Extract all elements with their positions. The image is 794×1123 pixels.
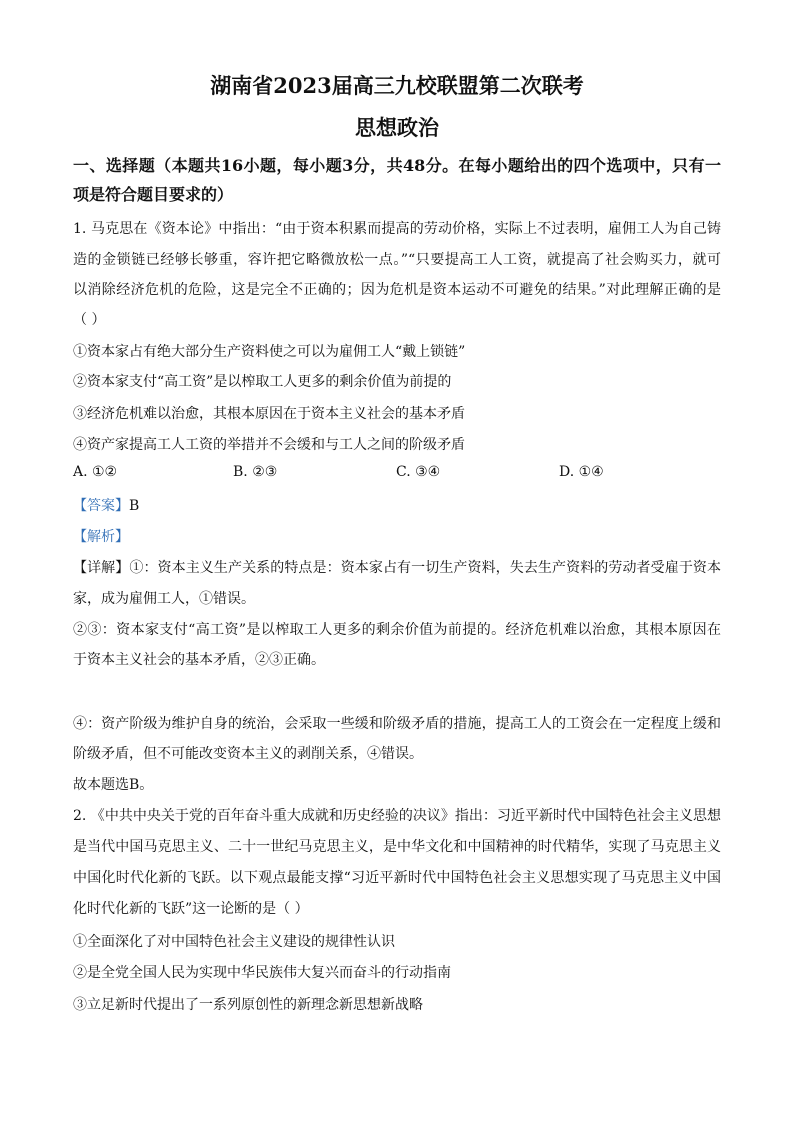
- q2-stem-line: 中国化时代化新的飞跃。以下观点最能支撑“习近平新时代中国特色社会主义思想实现了马克思主义中国: [73, 870, 721, 886]
- q1-detail-line: 于资本主义社会的基本矛盾，②③正确。: [73, 652, 325, 668]
- q2-stem-line: 化时代化新的飞跃”这一论断的是（ ）: [73, 901, 309, 917]
- section-heading: 项是符合题目要求的）: [73, 185, 234, 204]
- q1-statement: ②资本家支付“高工资”是以榨取工人更多的剩余价值为前提的: [73, 374, 452, 390]
- q1-detail-line: 故本题选B。: [73, 777, 154, 793]
- section-heading: 一、选择题（本题共16小题，每小题3分，共48分。在每小题给出的四个选项中，只有一: [73, 156, 721, 175]
- q2-stem-line: 2. 《中共中央关于党的百年奋斗重大成就和历史经验的决议》指出：习近平新时代中国特色社会主义思想: [73, 808, 721, 824]
- detail-text: ①：资本主义生产关系的特点是：资本家占有一切生产资料，失去生产资料的劳动者受雇于资本: [129, 560, 722, 576]
- q1-detail-line: [73, 557, 721, 577]
- q1-detail-line: 家，成为雇佣工人，①错误。: [73, 591, 255, 607]
- q1-stem-line: 以消除经济危机的危险，这是完全不正确的；因为危机是资本运动不可避免的结果。”对此理解正确的是: [73, 282, 721, 298]
- q1-statement: ③经济危机难以治愈，其根本原因在于资本主义社会的基本矛盾: [73, 406, 465, 422]
- q1-statement: ①资本家占有绝大部分生产资料使之可以为雇佣工人“戴上锁链”: [73, 344, 466, 360]
- q1-option-b: B. ②③: [233, 464, 278, 480]
- answer-value: B: [129, 498, 140, 514]
- answer-tag: 【答案】: [73, 498, 129, 514]
- q2-stem-line: 是当代中国马克思主义、二十一世纪马克思主义，是中华文化和中国精神的时代精华，实现了马克思主义: [73, 839, 721, 855]
- q1-analysis-tag: 【解析】: [73, 529, 129, 545]
- q2-statement: ①全面深化了对中国特色社会主义建设的规律性认识: [73, 934, 395, 950]
- q2-statement: ③立足新时代提出了一系列原创性的新理念新思想新战略: [73, 997, 423, 1013]
- q1-statement: ④资产家提高工人工资的举措并不会缓和与工人之间的阶级矛盾: [73, 437, 465, 453]
- q1-option-c: C. ③④: [396, 464, 441, 480]
- q1-stem-line: 1. 马克思在《资本论》中指出：“由于资本积累而提高的劳动价格，实际上不过表明，雇佣工人为自己铸: [73, 221, 721, 237]
- q1-detail-line: 阶级矛盾，但不可能改变资本主义的剥削关系，④错误。: [73, 746, 423, 762]
- q1-answer: [73, 495, 139, 515]
- q1-option-a: A. ①②: [73, 464, 118, 480]
- detail-tag: 【详解】: [73, 560, 130, 576]
- q1-stem-line: 造的金锁链已经够长够重，容许把它略微放松一点。”“只要提高工人工资，就提高了社会购买力，就可: [73, 252, 721, 268]
- q1-option-d: D. ①④: [559, 464, 604, 480]
- q1-detail-line: ④：资产阶级为维护自身的统治，会采取一些缓和阶级矛盾的措施，提高工人的工资会在一定程度上缓和: [73, 716, 721, 732]
- q2-statement: ②是全党全国人民为实现中华民族伟大复兴而奋斗的行动指南: [73, 965, 451, 981]
- q1-detail-line: ②③：资本家支付“高工资”是以榨取工人更多的剩余价值为前提的。经济危机难以治愈，其根本原因在: [73, 622, 721, 638]
- q1-stem-line: （ ）: [73, 312, 106, 328]
- page-title: 湖南省2023届高三九校联盟第二次联考: [210, 73, 584, 98]
- subject-title: 思想政治: [355, 115, 439, 140]
